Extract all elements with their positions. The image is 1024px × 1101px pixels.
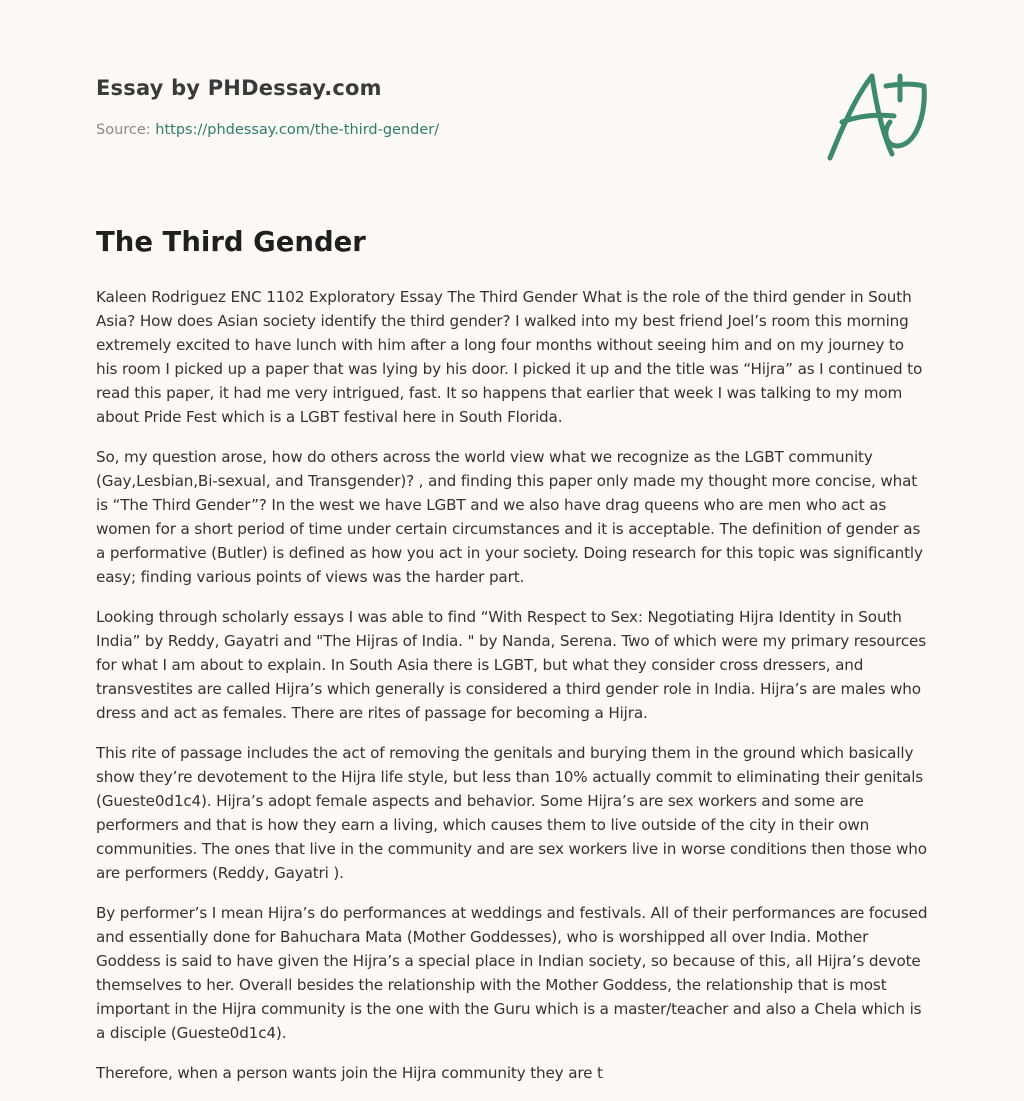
site-header [96, 76, 796, 138]
a-plus-grade-icon [820, 66, 930, 166]
site-brand: Essay by PHDessay.com [96, 76, 382, 100]
essay-paragraph: By performer’s I mean Hijra’s do performances at weddings and festivals. All of their performances are focused and essentially done for Bahuchara Mata (Mother Goddesses), who is worshipped all over India. Mother Goddess is said to have given the Hijra’s a special place in Indian society, so because of this, all Hijra’s devote themselves to her. Overall besides the relationship with the Mother Goddess, the relationship that is most important in the Hijra community is the one with the Guru which is a master/teacher and also a Chela which is a disciple (Gueste0d1c4). [96, 904, 928, 1042]
essay-paragraph: This rite of passage includes the act of removing the genitals and burying them in the ground which basically show they’re devotement to the Hijra life style, but less than 10% actually commit to eliminating their genitals (Gueste0d1c4). Hijra’s adopt female aspects and behavior. Some Hijra’s are sex workers and some are performers and that is how they earn a living, which causes them to live outside of the city in their own communities. The ones that live in the community and are sex workers live in worse conditions then those who are performers (Reddy, Gayatri ). [96, 744, 927, 882]
essay-paragraph: Kaleen Rodriguez ENC 1102 Exploratory Essay The Third Gender What is the role of the third gender in South Asia? How does Asian society identify the third gender? I walked into my best friend Joel’s room this morning extremely excited to have lunch with him after a long four months without seeing him and on my journey to his room I picked up a paper that was lying by his door. I picked it up and the title was “Hijra” as I continued to read this paper, it had me very intrigued, fast. It so happens that earlier that week I was talking to my mom about Pride Fest which is a LGBT festival here in South Florida. [96, 288, 923, 426]
essay-body [96, 285, 928, 1101]
source-link[interactable]: https://phdessay.com/the-third-gender/ [155, 122, 440, 138]
essay-paragraph: Therefore, when a person wants join the Hijra community they are t [96, 1064, 603, 1082]
essay-paragraph: So, my question arose, how do others across the world view what we recognize as the LGBT community (Gay,Lesbian,Bi-sexual, and Transgender)? , and finding this paper only made my thought more concise, what is “The Third Gender”? In the west we have LGBT and we also have drag queens who are men who act as women for a short period of time under certain circumstances and it is acceptable. The definition of gender as a performative (Butler) is defined as how you act in your society. Doing research for this topic was significantly easy; finding various points of views was the harder part. [96, 448, 923, 586]
source-line [96, 122, 796, 138]
source-label: Source: [96, 122, 156, 138]
essay-paragraph: Looking through scholarly essays I was able to find “With Respect to Sex: Negotiating Hijra Identity in South India” by Reddy, Gayatri and "The Hijras of India. " by Nanda, Serena. Two of which were my primary resources for what I am about to explain. In South Asia there is LGBT, but what they consider cross dressers, and transvestites are called Hijra’s which generally is considered a third gender role in India. Hijra’s are males who dress and act as females. There are rites of passage for becoming a Hijra. [96, 608, 926, 722]
essay-title: The Third Gender [96, 226, 366, 258]
